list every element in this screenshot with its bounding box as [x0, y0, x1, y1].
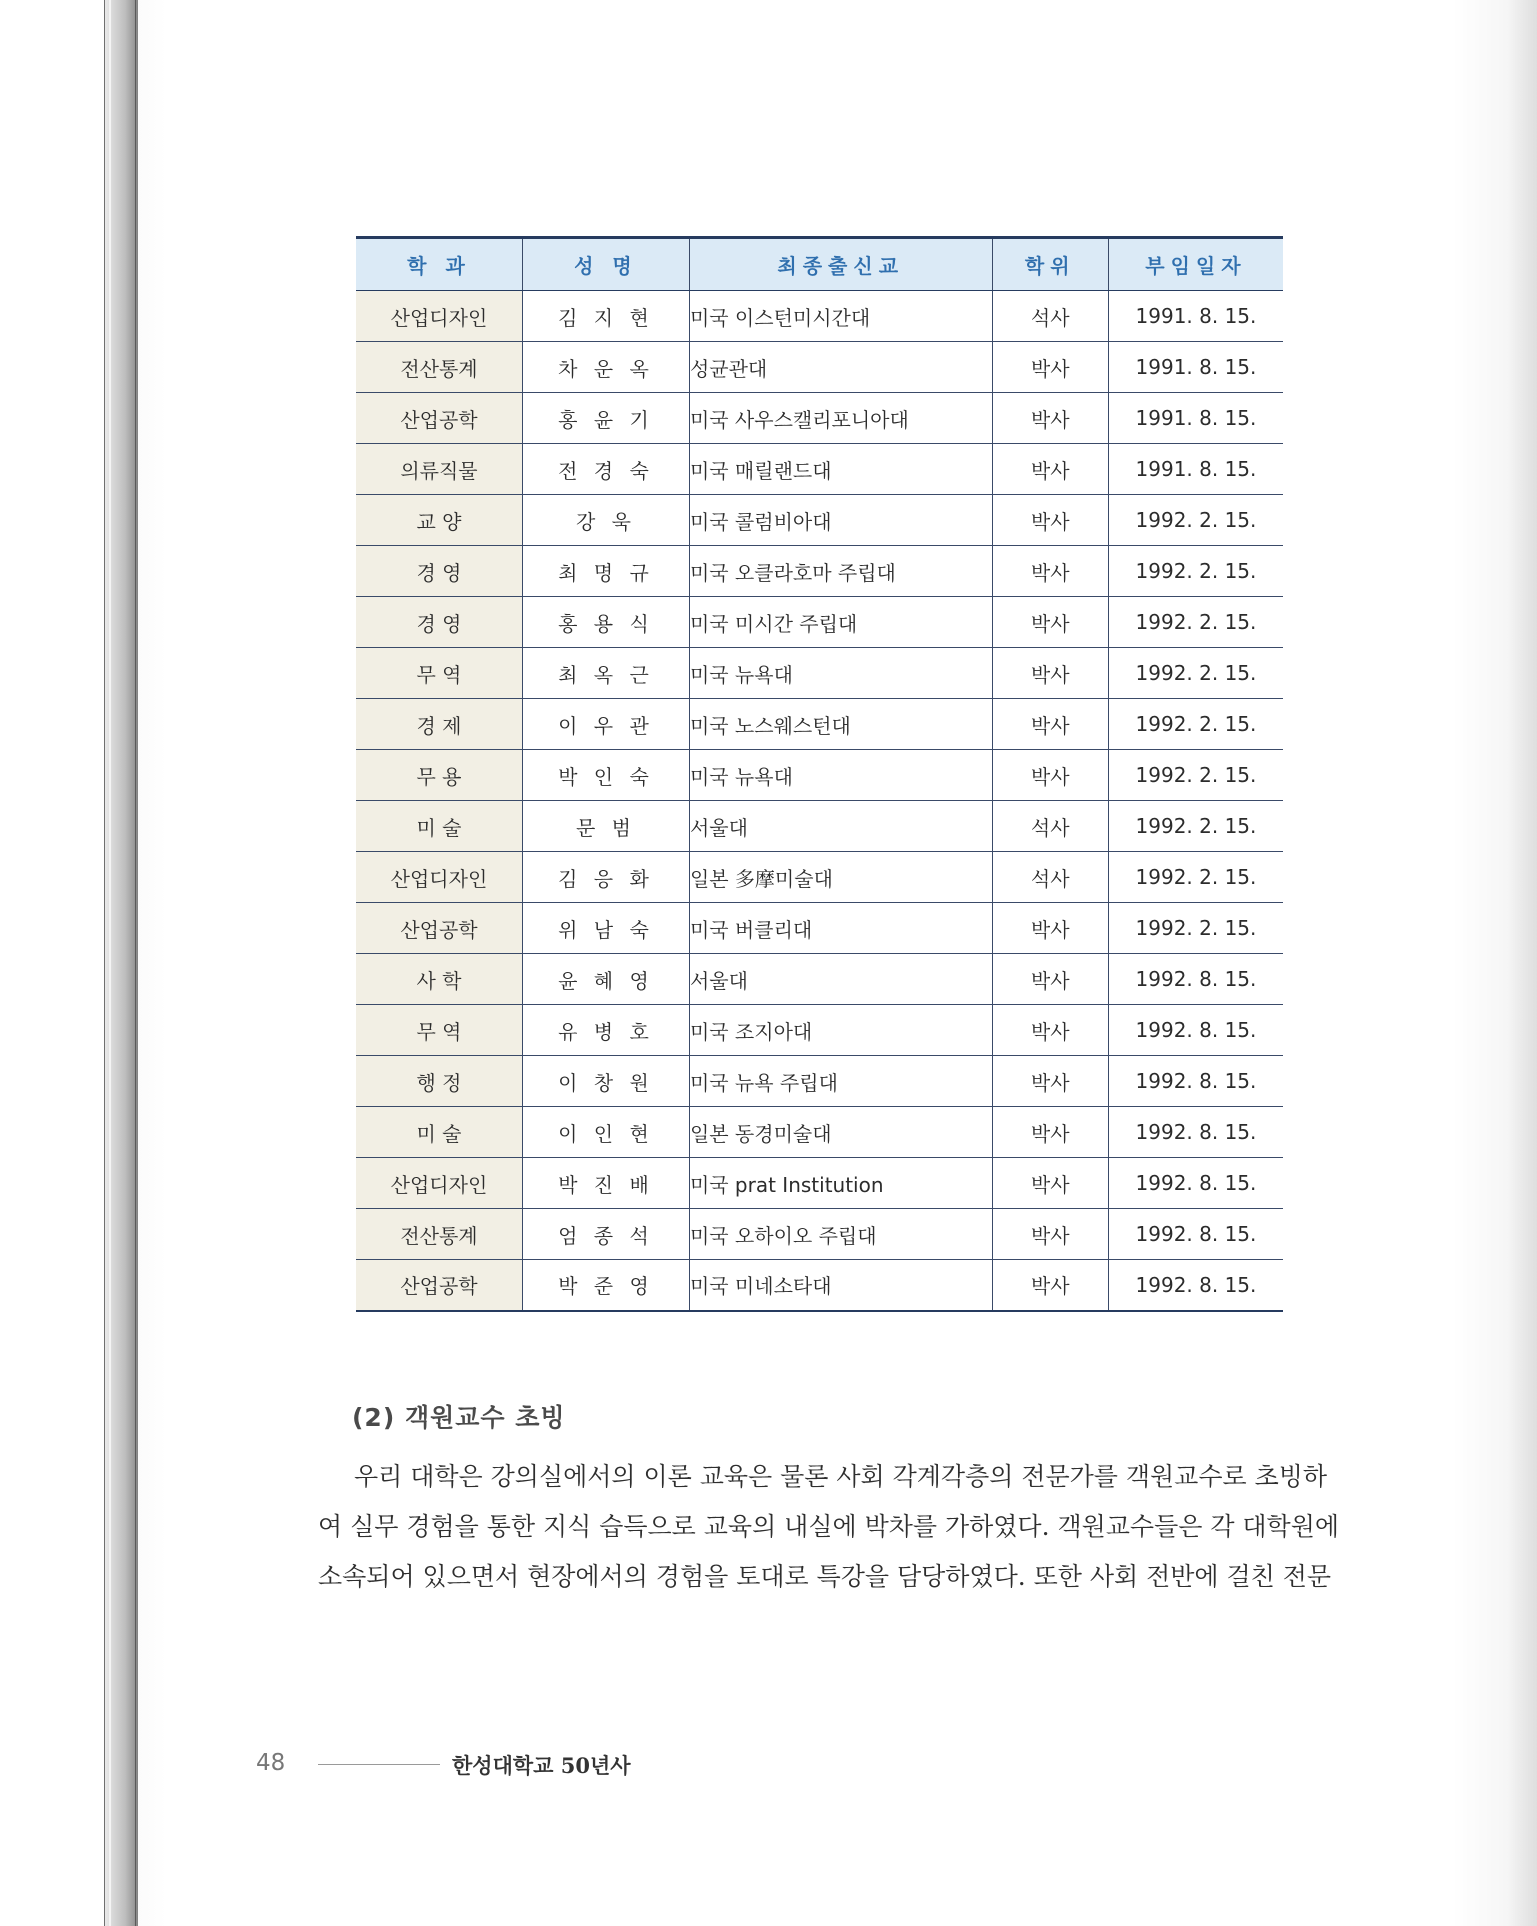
cell-date: 1992. 8. 15.	[1108, 1107, 1283, 1158]
cell-degree: 박사	[992, 1158, 1108, 1209]
cell-dept: 산업디자인	[356, 852, 522, 903]
cell-name: 문 범	[522, 801, 689, 852]
cell-school: 미국 prat Institution	[689, 1158, 992, 1209]
cell-school: 미국 미네소타대	[689, 1260, 992, 1311]
cell-degree: 석사	[992, 291, 1108, 342]
cell-date: 1991. 8. 15.	[1108, 291, 1283, 342]
table-row	[356, 597, 1283, 648]
cell-school: 미국 오클라호마 주립대	[689, 546, 992, 597]
cell-degree: 박사	[992, 1107, 1108, 1158]
cell-degree: 박사	[992, 648, 1108, 699]
cell-dept: 무 역	[356, 648, 522, 699]
cell-dept: 미 술	[356, 801, 522, 852]
table-row	[356, 393, 1283, 444]
cell-date: 1992. 8. 15.	[1108, 1260, 1283, 1311]
cell-date: 1992. 2. 15.	[1108, 546, 1283, 597]
cell-date: 1992. 8. 15.	[1108, 1005, 1283, 1056]
cell-name: 최 명 규	[522, 546, 689, 597]
table-row	[356, 852, 1283, 903]
table-row	[356, 903, 1283, 954]
cell-name: 이 우 관	[522, 699, 689, 750]
cell-date: 1992. 8. 15.	[1108, 1158, 1283, 1209]
cell-degree: 박사	[992, 1209, 1108, 1260]
cell-date: 1992. 2. 15.	[1108, 699, 1283, 750]
table-row	[356, 444, 1283, 495]
table-row	[356, 648, 1283, 699]
page-right-shadow	[1507, 0, 1537, 1926]
cell-school: 미국 미시간 주립대	[689, 597, 992, 648]
cell-name: 박 진 배	[522, 1158, 689, 1209]
section-title: (2) 객원교수 초빙	[352, 1403, 566, 1432]
cell-school: 미국 뉴욕 주립대	[689, 1056, 992, 1107]
cell-name: 이 창 원	[522, 1056, 689, 1107]
cell-degree: 박사	[992, 1260, 1108, 1311]
cell-date: 1992. 8. 15.	[1108, 1209, 1283, 1260]
faculty-table-body	[356, 291, 1283, 1311]
cell-degree: 박사	[992, 954, 1108, 1005]
cell-dept: 경 영	[356, 597, 522, 648]
cell-dept: 산업공학	[356, 1260, 522, 1311]
cell-degree: 박사	[992, 1005, 1108, 1056]
cell-school: 서울대	[689, 801, 992, 852]
cell-name: 전 경 숙	[522, 444, 689, 495]
cell-date: 1992. 8. 15.	[1108, 1056, 1283, 1107]
cell-dept: 경 영	[356, 546, 522, 597]
cell-dept: 무 용	[356, 750, 522, 801]
cell-dept: 의류직물	[356, 444, 522, 495]
cell-dept: 사 학	[356, 954, 522, 1005]
faculty-table-header	[356, 238, 1283, 291]
cell-name: 박 준 영	[522, 1260, 689, 1311]
cell-date: 1992. 2. 15.	[1108, 597, 1283, 648]
cell-name: 윤 혜 영	[522, 954, 689, 1005]
cell-name: 홍 용 식	[522, 597, 689, 648]
cell-date: 1992. 2. 15.	[1108, 801, 1283, 852]
table-row	[356, 1005, 1283, 1056]
cell-school: 미국 콜럼비아대	[689, 495, 992, 546]
header-degree: 학위	[992, 238, 1108, 291]
cell-name: 이 인 현	[522, 1107, 689, 1158]
cell-dept: 무 역	[356, 1005, 522, 1056]
cell-dept: 산업공학	[356, 393, 522, 444]
body-paragraph	[318, 1452, 1340, 1602]
table-row	[356, 546, 1283, 597]
cell-name: 최 옥 근	[522, 648, 689, 699]
cell-school: 미국 버클리대	[689, 903, 992, 954]
cell-date: 1992. 2. 15.	[1108, 903, 1283, 954]
cell-school: 서울대	[689, 954, 992, 1005]
cell-school: 일본 多摩미술대	[689, 852, 992, 903]
table-row	[356, 1107, 1283, 1158]
cell-dept: 산업디자인	[356, 291, 522, 342]
cell-degree: 박사	[992, 750, 1108, 801]
table-row	[356, 1158, 1283, 1209]
cell-degree: 박사	[992, 1056, 1108, 1107]
cell-degree: 박사	[992, 495, 1108, 546]
cell-school: 미국 뉴욕대	[689, 648, 992, 699]
cell-date: 1992. 2. 15.	[1108, 852, 1283, 903]
body-line: 여 실무 경험을 통한 지식 습득으로 교육의 내실에 박차를 가하였다. 객원교수들은 각 대학원에	[318, 1512, 1340, 1541]
table-row	[356, 1260, 1283, 1311]
book-page-edge	[104, 0, 139, 1926]
cell-dept: 경 제	[356, 699, 522, 750]
table-row	[356, 495, 1283, 546]
table-row	[356, 291, 1283, 342]
cell-school: 미국 조지아대	[689, 1005, 992, 1056]
cell-dept: 전산통계	[356, 1209, 522, 1260]
cell-name: 유 병 호	[522, 1005, 689, 1056]
cell-date: 1991. 8. 15.	[1108, 444, 1283, 495]
cell-name: 엄 종 석	[522, 1209, 689, 1260]
cell-school: 미국 뉴욕대	[689, 750, 992, 801]
cell-dept: 산업디자인	[356, 1158, 522, 1209]
cell-degree: 박사	[992, 393, 1108, 444]
cell-school: 일본 동경미술대	[689, 1107, 992, 1158]
book-title: 한성대학교 50년사	[452, 1753, 631, 1778]
header-name: 성 명	[522, 238, 689, 291]
table-row	[356, 954, 1283, 1005]
page-number: 48	[256, 1750, 286, 1776]
cell-degree: 박사	[992, 546, 1108, 597]
cell-school: 성균관대	[689, 342, 992, 393]
cell-date: 1992. 2. 15.	[1108, 495, 1283, 546]
cell-degree: 박사	[992, 903, 1108, 954]
table-row	[356, 801, 1283, 852]
cell-dept: 산업공학	[356, 903, 522, 954]
faculty-table	[356, 236, 1283, 1312]
cell-degree: 석사	[992, 801, 1108, 852]
cell-degree: 박사	[992, 444, 1108, 495]
cell-date: 1992. 8. 15.	[1108, 954, 1283, 1005]
cell-name: 홍 윤 기	[522, 393, 689, 444]
table-row	[356, 342, 1283, 393]
cell-name: 위 남 숙	[522, 903, 689, 954]
table-row	[356, 1209, 1283, 1260]
table-row	[356, 699, 1283, 750]
cell-degree: 석사	[992, 852, 1108, 903]
cell-school: 미국 오하이오 주립대	[689, 1209, 992, 1260]
cell-name: 강 욱	[522, 495, 689, 546]
header-school: 최종출신교	[689, 238, 992, 291]
footer-rule	[318, 1764, 440, 1765]
cell-name: 박 인 숙	[522, 750, 689, 801]
cell-date: 1991. 8. 15.	[1108, 393, 1283, 444]
body-line: 소속되어 있으면서 현장에서의 경험을 토대로 특강을 담당하였다. 또한 사회 전반에 걸친 전문	[318, 1562, 1332, 1591]
cell-dept: 행 정	[356, 1056, 522, 1107]
cell-school: 미국 노스웨스턴대	[689, 699, 992, 750]
cell-dept: 전산통계	[356, 342, 522, 393]
cell-date: 1992. 2. 15.	[1108, 750, 1283, 801]
cell-degree: 박사	[992, 699, 1108, 750]
cell-date: 1991. 8. 15.	[1108, 342, 1283, 393]
body-line: 우리 대학은 강의실에서의 이론 교육은 물론 사회 각계각층의 전문가를 객원교수로 초빙하	[354, 1462, 1328, 1491]
cell-school: 미국 이스턴미시간대	[689, 291, 992, 342]
header-dept: 학 과	[356, 238, 522, 291]
table-row	[356, 1056, 1283, 1107]
cell-name: 김 지 현	[522, 291, 689, 342]
cell-dept: 교 양	[356, 495, 522, 546]
header-date: 부임일자	[1108, 238, 1283, 291]
cell-school: 미국 매릴랜드대	[689, 444, 992, 495]
table-row	[356, 750, 1283, 801]
cell-date: 1992. 2. 15.	[1108, 648, 1283, 699]
cell-degree: 박사	[992, 342, 1108, 393]
cell-dept: 미 술	[356, 1107, 522, 1158]
cell-name: 차 운 옥	[522, 342, 689, 393]
cell-name: 김 응 화	[522, 852, 689, 903]
cell-school: 미국 사우스캘리포니아대	[689, 393, 992, 444]
cell-degree: 박사	[992, 597, 1108, 648]
